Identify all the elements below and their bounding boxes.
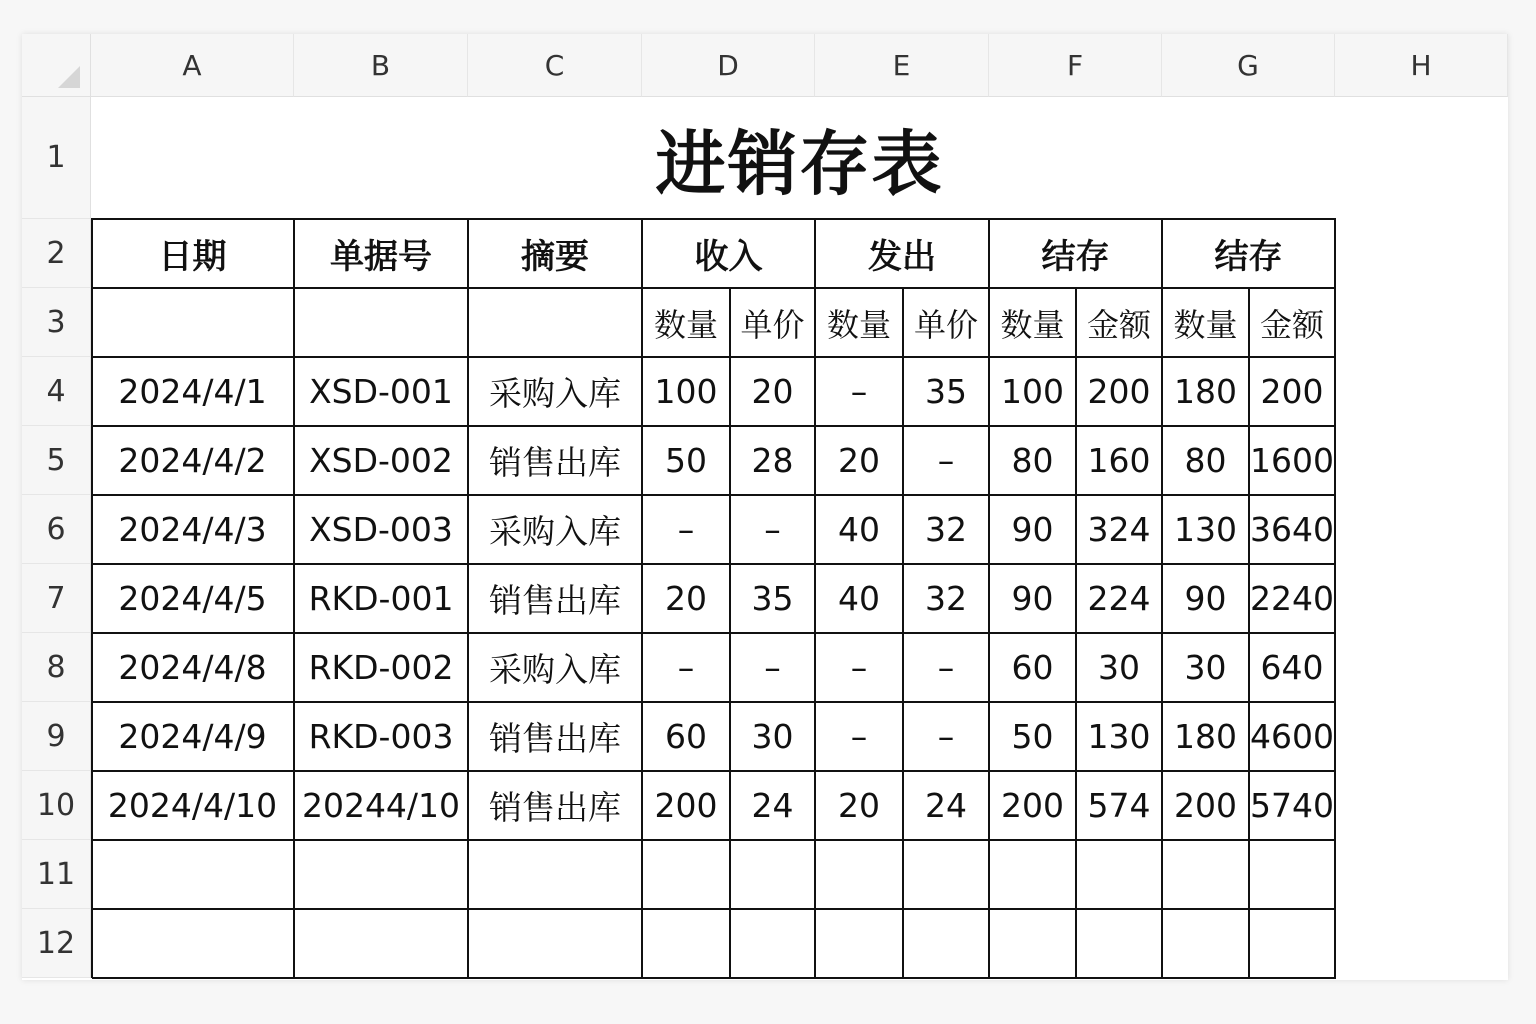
row-header-5[interactable]: 5 [22,426,91,495]
cell-value[interactable]: – [816,358,904,427]
cell-value[interactable]: 80 [1163,427,1250,496]
row-header-10[interactable]: 10 [22,771,91,840]
cell-value[interactable]: 40 [816,565,904,634]
cell-value[interactable]: 30 [1077,634,1163,703]
cell-value[interactable]: 32 [904,496,990,565]
empty-cell[interactable] [92,841,295,910]
sheet-title: 进销存表 [655,122,944,205]
header-blank-cell[interactable] [295,289,469,358]
cell-value[interactable]: 200 [1163,772,1250,841]
cell-value[interactable]: 35 [904,358,990,427]
cell-doc-no[interactable]: 20244/10 [295,772,469,841]
subheader-cell[interactable]: 金额 [1250,289,1336,358]
cell-summary[interactable]: 采购入库 [469,358,643,427]
cell-doc-no[interactable]: RKD-003 [295,703,469,772]
header-income[interactable]: 收入 [643,220,816,289]
cell-value[interactable]: 200 [1077,358,1163,427]
cell-value[interactable]: 640 [1250,634,1336,703]
cell-value[interactable]: 224 [1077,565,1163,634]
row-header-3[interactable]: 3 [22,288,91,357]
cell-value[interactable]: 35 [731,565,816,634]
cell-summary[interactable]: 采购入库 [469,496,643,565]
cell-value[interactable]: – [904,703,990,772]
column-header-b[interactable]: B [294,34,468,97]
cell-value[interactable]: 24 [904,772,990,841]
empty-cell[interactable] [92,910,295,979]
empty-cell[interactable] [295,841,469,910]
subheader-cell[interactable]: 单价 [731,289,816,358]
column-header-d[interactable]: D [642,34,815,97]
subheader-cell[interactable]: 数量 [990,289,1077,358]
empty-cell[interactable] [731,910,816,979]
row-header-4[interactable]: 4 [22,357,91,426]
column-header-c[interactable]: C [468,34,642,97]
cell-summary[interactable]: 销售出库 [469,565,643,634]
cell-value[interactable]: 200 [990,772,1077,841]
cell-value[interactable]: 40 [816,496,904,565]
header-doc-no[interactable]: 单据号 [295,220,469,289]
header-stock-2[interactable]: 结存 [1163,220,1336,289]
column-header-e[interactable]: E [815,34,989,97]
empty-cell[interactable] [469,910,643,979]
cell-value[interactable]: 20 [643,565,731,634]
header-blank-cell[interactable] [92,289,295,358]
header-summary[interactable]: 摘要 [469,220,643,289]
cell-summary[interactable]: 采购入库 [469,634,643,703]
cell-value[interactable]: 24 [731,772,816,841]
subheader-cell[interactable]: 金额 [1077,289,1163,358]
empty-cell[interactable] [904,910,990,979]
spreadsheet-sheet [22,34,1508,980]
cell-value[interactable]: 60 [643,703,731,772]
empty-cell[interactable] [469,841,643,910]
cell-value[interactable]: – [643,634,731,703]
cell-value[interactable]: – [731,496,816,565]
empty-cell[interactable] [990,910,1077,979]
empty-cell[interactable] [731,841,816,910]
cell-value[interactable]: – [816,703,904,772]
cell-doc-no[interactable]: XSD-003 [295,496,469,565]
cell-value[interactable]: 32 [904,565,990,634]
subheader-cell[interactable]: 单价 [904,289,990,358]
row-header-2[interactable]: 2 [22,219,91,288]
cell-value[interactable]: 90 [990,496,1077,565]
cell-date[interactable]: 2024/4/2 [92,427,295,496]
cell-value[interactable]: 28 [731,427,816,496]
row-header-8[interactable]: 8 [22,633,91,702]
cell-value[interactable]: 160 [1077,427,1163,496]
cell-value[interactable]: – [816,634,904,703]
select-all-corner[interactable] [22,34,91,97]
header-date[interactable]: 日期 [92,220,295,289]
cell-summary[interactable]: 销售出库 [469,772,643,841]
cell-value[interactable]: 80 [990,427,1077,496]
subheader-cell[interactable]: 数量 [643,289,731,358]
cell-value[interactable]: 200 [1250,358,1336,427]
empty-cell[interactable] [295,910,469,979]
cell-summary[interactable]: 销售出库 [469,703,643,772]
cell-doc-no[interactable]: RKD-002 [295,634,469,703]
cell-date[interactable]: 2024/4/5 [92,565,295,634]
column-header-h[interactable]: H [1335,34,1508,97]
cell-value[interactable]: 20 [731,358,816,427]
cell-value[interactable]: 180 [1163,703,1250,772]
cell-date[interactable]: 2024/4/3 [92,496,295,565]
column-header-g[interactable]: G [1162,34,1335,97]
empty-cell[interactable] [904,841,990,910]
cell-value[interactable]: – [731,634,816,703]
header-outgo[interactable]: 发出 [816,220,990,289]
cell-value[interactable]: 100 [643,358,731,427]
cell-value[interactable]: 50 [643,427,731,496]
row-header-12[interactable]: 12 [22,909,91,978]
column-header-a[interactable]: A [91,34,294,97]
header-stock-1[interactable]: 结存 [990,220,1163,289]
empty-cell[interactable] [1077,910,1163,979]
row-header-11[interactable]: 11 [22,840,91,909]
cell-value[interactable]: 130 [1077,703,1163,772]
cell-doc-no[interactable]: RKD-001 [295,565,469,634]
cell-summary[interactable]: 销售出库 [469,427,643,496]
cell-value[interactable]: 200 [643,772,731,841]
row-header-9[interactable]: 9 [22,702,91,771]
cell-doc-no[interactable]: XSD-002 [295,427,469,496]
cell-value[interactable]: 2240 [1250,565,1336,634]
cell-value[interactable]: 130 [1163,496,1250,565]
column-header-f[interactable]: F [989,34,1162,97]
empty-cell[interactable] [816,910,904,979]
cell-value[interactable]: 50 [990,703,1077,772]
empty-cell[interactable] [643,910,731,979]
empty-cell[interactable] [1163,910,1250,979]
cell-value[interactable]: 3640 [1250,496,1336,565]
cell-date[interactable]: 2024/4/8 [92,634,295,703]
cell-value[interactable]: 100 [990,358,1077,427]
row-header-7[interactable]: 7 [22,564,91,633]
cell-date[interactable]: 2024/4/10 [92,772,295,841]
cell-value[interactable]: 1600 [1250,427,1336,496]
cell-value[interactable]: 180 [1163,358,1250,427]
empty-cell[interactable] [1250,910,1336,979]
cell-date[interactable]: 2024/4/1 [92,358,295,427]
cell-value[interactable]: 30 [731,703,816,772]
cell-value[interactable]: 4600 [1250,703,1336,772]
cell-value[interactable]: 5740 [1250,772,1336,841]
cell-value[interactable]: 30 [1163,634,1250,703]
cell-value[interactable]: 20 [816,427,904,496]
empty-cell[interactable] [816,841,904,910]
cell-value[interactable]: – [643,496,731,565]
header-blank-cell[interactable] [469,289,643,358]
cell-date[interactable]: 2024/4/9 [92,703,295,772]
row-header-1[interactable]: 1 [22,97,91,219]
cell-value[interactable]: 90 [1163,565,1250,634]
subheader-cell[interactable]: 数量 [1163,289,1250,358]
cell-value[interactable]: 574 [1077,772,1163,841]
empty-cell[interactable] [1077,841,1163,910]
row-header-6[interactable]: 6 [22,495,91,564]
empty-cell[interactable] [1163,841,1250,910]
subheader-cell[interactable]: 数量 [816,289,904,358]
empty-cell[interactable] [643,841,731,910]
cell-value[interactable]: 20 [816,772,904,841]
cell-value[interactable]: 324 [1077,496,1163,565]
select-all-triangle-icon [58,66,80,88]
cell-doc-no[interactable]: XSD-001 [295,358,469,427]
cell-value[interactable]: – [904,427,990,496]
cell-value[interactable]: 60 [990,634,1077,703]
empty-cell[interactable] [1250,841,1336,910]
empty-cell[interactable] [990,841,1077,910]
cell-value[interactable]: – [904,634,990,703]
cell-value[interactable]: 90 [990,565,1077,634]
